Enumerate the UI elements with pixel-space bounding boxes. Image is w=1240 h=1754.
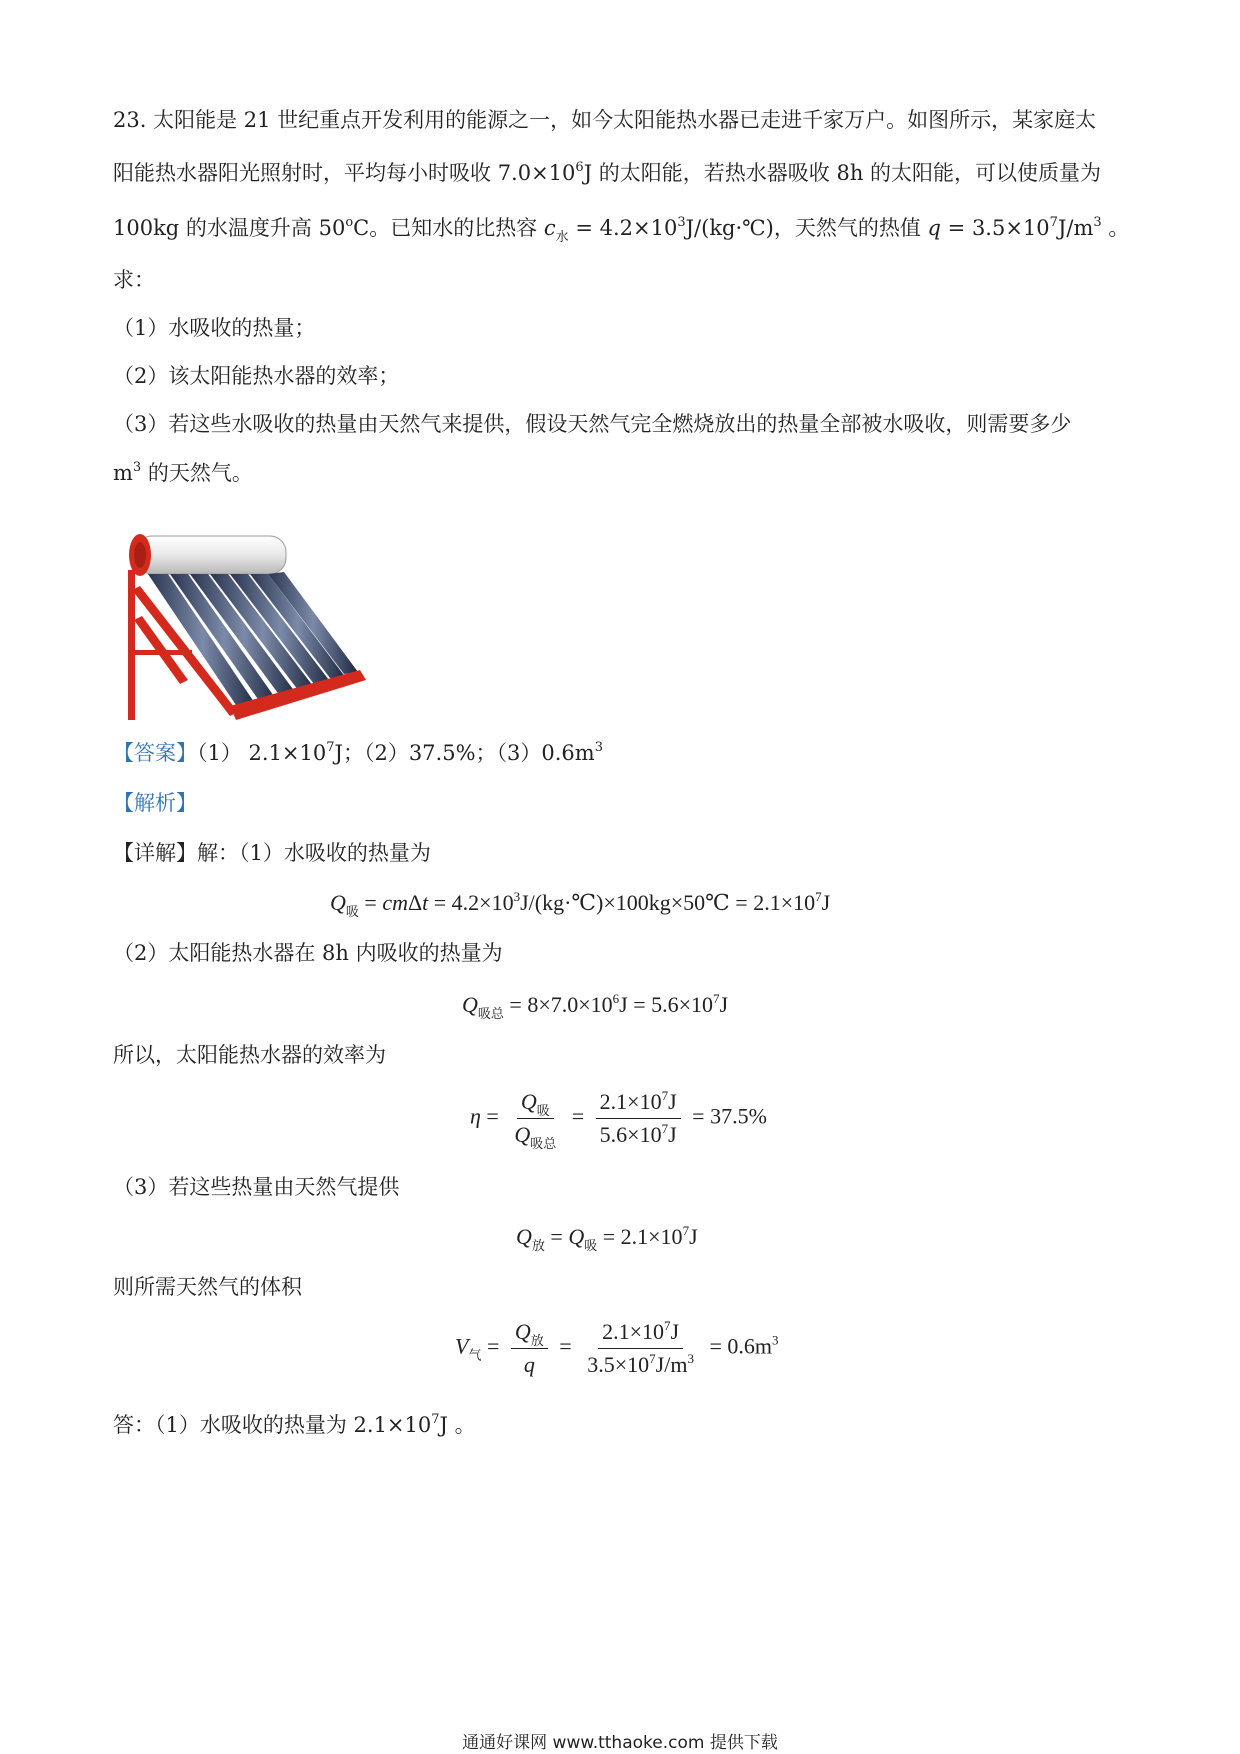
question-text: ，天然气的热值 — [773, 216, 928, 240]
fraction-numerator — [511, 1318, 548, 1349]
question-text: 求： — [113, 268, 155, 292]
math-exponent: 3 — [687, 1351, 694, 1366]
math-symbol: Q — [330, 890, 346, 915]
fraction-denominator: q — [523, 1352, 535, 1377]
detail-text: 所以，太阳能热水器的效率为 — [113, 1043, 386, 1067]
math-operator: = — [358, 890, 383, 915]
page-footer — [0, 1728, 1240, 1753]
math-subscript: 吸 — [584, 1238, 598, 1253]
math-operator: = — [481, 1333, 505, 1359]
formula-total-heat — [462, 990, 728, 1020]
fraction-denominator — [510, 1119, 560, 1149]
math-exponent: 3 — [677, 215, 686, 230]
math-unit: J — [668, 1122, 677, 1147]
question-text: （2）该太阳能热水器的效率； — [113, 364, 400, 388]
math-subscript: 吸总 — [477, 1006, 504, 1021]
math-value: 5.6×10 — [599, 1122, 662, 1147]
math-symbol: V — [455, 1333, 469, 1359]
math-value: = 4.2×10 — [428, 890, 514, 915]
math-exponent: 6 — [575, 160, 584, 175]
fraction-denominator — [596, 1119, 681, 1149]
detail-intro — [113, 838, 431, 868]
math-symbol: Q — [514, 1319, 531, 1344]
math-exponent: 3 — [513, 889, 521, 904]
math-exponent: 7 — [664, 1318, 671, 1333]
fraction — [510, 1088, 560, 1149]
detail-step-4 — [113, 1172, 399, 1202]
question-line-3 — [113, 213, 1129, 243]
answer-label: 【答案】 — [113, 741, 197, 765]
math-symbol: Δ — [407, 890, 423, 915]
math-value: J = 5.6×10 — [619, 992, 714, 1017]
math-value: 2.1×10 — [599, 1089, 662, 1114]
question-text: 23. 太阳能是 21 世纪重点开发利用的能源之一，如今太阳能热水器已走进千家万户。如图所示，某家庭太 — [113, 108, 1097, 132]
detail-text: （2）太阳能热水器在 8h 内吸收的热量为 — [113, 941, 503, 965]
footer-text: 通通好课网 www.tthaoke.com 提供下载 — [462, 1733, 778, 1753]
question-line-2 — [113, 158, 1101, 188]
math-exponent: 3 — [1093, 215, 1102, 230]
analysis-label — [113, 788, 197, 818]
question-text: J 的太阳能，若热水器吸收 8h 的太阳能，可以使质量为 — [583, 161, 1102, 185]
math-unit: J/m — [655, 1352, 688, 1377]
math-unit: J/m — [1057, 216, 1094, 240]
fraction-numerator — [598, 1318, 683, 1349]
formula-heat-absorbed — [330, 888, 830, 918]
math-unit: J — [668, 1089, 677, 1114]
math-subscript: 气 — [468, 1347, 482, 1363]
formula-efficiency — [470, 1088, 767, 1149]
math-exponent: 7 — [682, 1223, 690, 1238]
math-unit: J — [821, 890, 831, 915]
math-symbol: cm — [382, 890, 408, 915]
math-exponent: 7 — [1049, 215, 1058, 230]
math-symbol: c — [543, 216, 556, 240]
question-text: 阳能热水器阳光照射时，平均每小时吸收 — [113, 161, 498, 185]
question-part-1 — [113, 313, 315, 343]
math-value: = 3.5×10 — [941, 216, 1050, 240]
question-text: （1）水吸收的热量； — [113, 316, 316, 340]
math-symbol: Q — [520, 1089, 537, 1114]
math-value: = 2.1×10 — [597, 1224, 683, 1249]
math-exponent: 3 — [771, 1332, 779, 1348]
math-symbol: t — [422, 890, 429, 915]
answer-line — [113, 738, 603, 768]
math-subscript: 放 — [531, 1238, 545, 1253]
math-value: 7.0×10 — [497, 161, 576, 185]
math-exponent: 7 — [661, 1121, 669, 1136]
math-unit: m — [113, 461, 133, 485]
math-exponent: 3 — [594, 740, 603, 755]
math-value: = 8×7.0×10 — [503, 992, 613, 1017]
degree-mark: o — [345, 215, 354, 230]
math-value: J/(kg·℃)×100kg×50℃ = 2.1×10 — [520, 890, 816, 915]
detail-step-2 — [113, 938, 503, 968]
analysis-heading: 【解析】 — [113, 791, 197, 815]
question-text: 的天然气。 — [141, 461, 253, 485]
math-symbol: q — [927, 216, 941, 240]
formula-heat-released — [516, 1222, 698, 1252]
math-operator: = — [553, 1333, 578, 1359]
question-part-3-cont — [113, 458, 253, 488]
question-part-3 — [113, 409, 1071, 439]
math-value: = 4.2×10 — [568, 216, 678, 240]
math-symbol: η — [470, 1103, 481, 1129]
math-exponent: 7 — [661, 1088, 669, 1103]
math-unit: J — [719, 992, 729, 1017]
math-symbol: Q — [516, 1224, 532, 1249]
final-answer-text: J 。 — [439, 1413, 476, 1437]
detail-text: 则所需天然气的体积 — [113, 1275, 302, 1299]
math-exponent: 6 — [612, 991, 620, 1006]
formula-gas-volume — [455, 1318, 778, 1379]
math-unit: J — [670, 1319, 680, 1344]
math-unit: J — [689, 1224, 698, 1249]
math-value: 3.5×10 — [587, 1352, 650, 1377]
fraction — [596, 1088, 681, 1149]
math-subscript: 放 — [530, 1333, 544, 1348]
fraction — [511, 1318, 548, 1379]
math-operator: = — [480, 1103, 505, 1129]
question-part-2 — [113, 361, 399, 391]
fraction-numerator — [517, 1088, 554, 1119]
fraction-numerator — [596, 1088, 681, 1119]
math-value: = 0.6m — [703, 1333, 772, 1359]
math-exponent: 7 — [815, 889, 822, 904]
math-operator: = — [566, 1103, 590, 1129]
question-text: （3）若这些水吸收的热量由天然气来提供，假设天然气完全燃烧放出的热量全部被水吸收，则需要多少 — [113, 412, 1072, 436]
solar-water-heater-image — [118, 530, 368, 740]
answer-text: J；（2）37.5%；（3）0.6m — [334, 741, 595, 765]
fraction — [583, 1318, 698, 1379]
math-exponent: 7 — [431, 1412, 440, 1427]
math-subscript: 吸总 — [530, 1136, 557, 1151]
detail-text: （3）若这些热量由天然气提供 — [113, 1175, 400, 1199]
question-text: C。已知水的比热容 — [353, 216, 544, 240]
math-subscript: 吸 — [345, 904, 359, 919]
math-exponent: 7 — [326, 740, 335, 755]
final-answer-text: 答：（1）水吸收的热量为 2.1×10 — [113, 1413, 432, 1437]
math-unit: J/(kg·℃) — [685, 216, 774, 240]
math-operator: = — [544, 1224, 569, 1249]
fraction-denominator — [583, 1349, 698, 1379]
final-answer — [113, 1410, 476, 1440]
detail-step-3 — [113, 1040, 386, 1070]
question-text: 。 — [1101, 216, 1130, 240]
question-ask — [113, 265, 155, 295]
math-exponent: 7 — [713, 991, 720, 1006]
math-exponent: 7 — [649, 1351, 656, 1366]
detail-label: 【详解】 — [113, 841, 197, 865]
detail-text: 解：（1）水吸收的热量为 — [197, 841, 431, 865]
math-symbol: Q — [462, 992, 478, 1017]
math-exponent: 3 — [132, 460, 142, 475]
math-subscript: 吸 — [536, 1103, 550, 1118]
answer-text: （1） 2.1×10 — [197, 741, 327, 765]
math-value: 2.1×10 — [602, 1319, 664, 1344]
detail-step-5 — [113, 1272, 302, 1302]
math-symbol: Q — [568, 1224, 585, 1249]
math-symbol: Q — [514, 1122, 531, 1147]
question-text: 100kg 的水温度升高 50 — [113, 216, 346, 240]
question-line-1 — [113, 105, 1096, 135]
math-subscript: 水 — [555, 230, 569, 245]
math-value: = 37.5% — [686, 1103, 767, 1129]
